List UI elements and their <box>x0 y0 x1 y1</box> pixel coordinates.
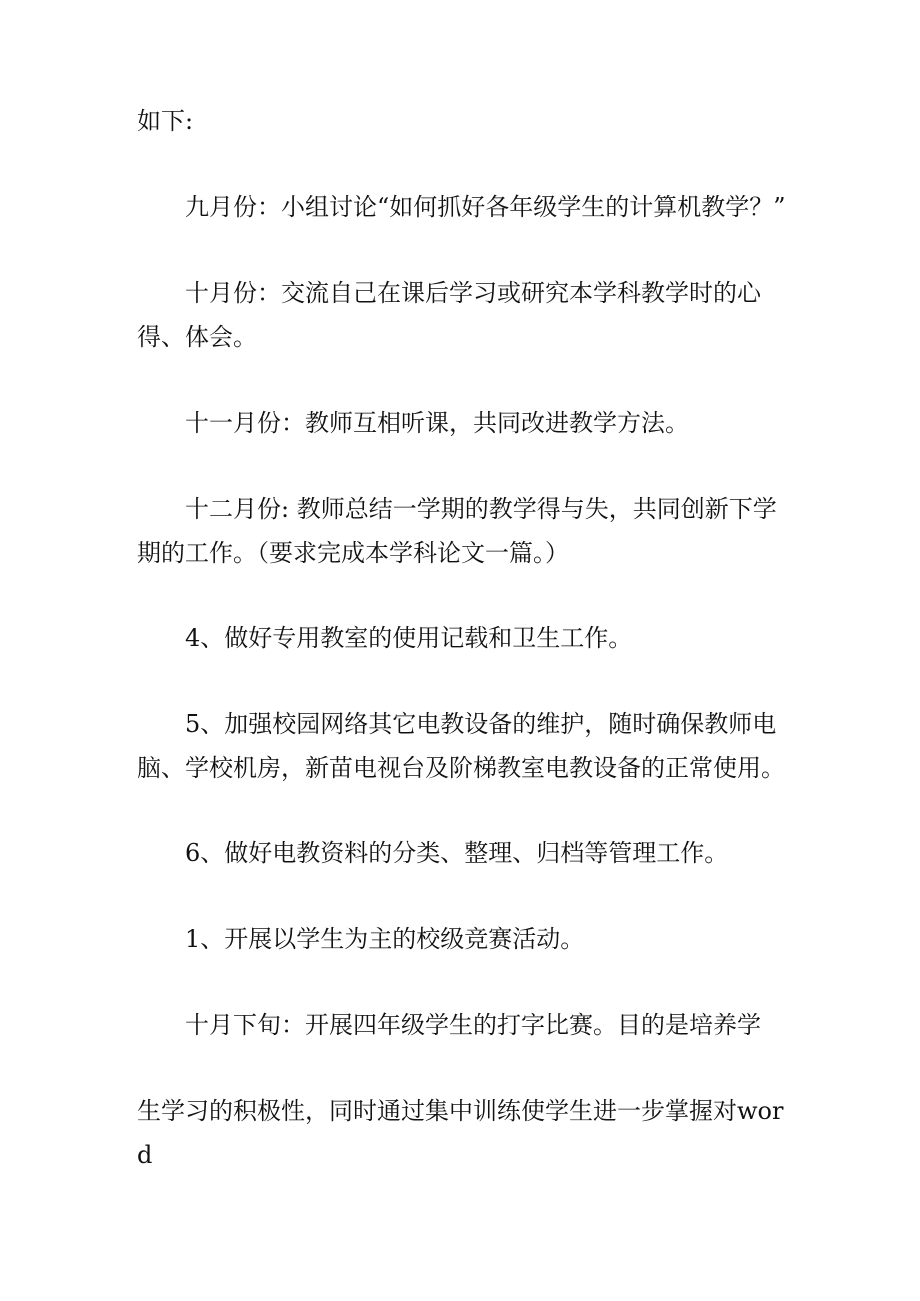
paragraph-continuation: 生学习的积极性，同时通过集中训练使学生进一步掌握对word <box>137 1097 784 1169</box>
paragraph-item-4: 4、做好专用教室的使用记载和卫生工作。 <box>185 624 633 652</box>
paragraph-september: 九月份：小组讨论“如何抓好各年级学生的计算机教学？” <box>185 193 786 221</box>
paragraph-item-6: 6、做好电教资料的分类、整理、归档等管理工作。 <box>185 839 729 867</box>
paragraph-item-5: 5、加强校园网络其它电教设备的维护，随时确保教师电脑、学校机房，新苗电视台及阶梯教室电教设备的正常使用。 <box>137 710 785 782</box>
paragraph-november: 十一月份：教师互相听课，共同改进教学方法。 <box>185 409 689 437</box>
paragraph-december: 十二月份: 教师总结一学期的教学得与失，共同创新下学期的工作。（要求完成本学科论文一篇。） <box>137 495 777 567</box>
paragraph-intro: 如下: <box>137 107 194 135</box>
paragraph-october: 十月份：交流自己在课后学习或研究本学科教学时的心得、体会。 <box>137 279 761 351</box>
paragraph-item-1: 1、开展以学生为主的校级竞赛活动。 <box>185 925 585 953</box>
paragraph-late-october: 十月下旬：开展四年级学生的打字比赛。目的是培养学 <box>185 1011 761 1039</box>
